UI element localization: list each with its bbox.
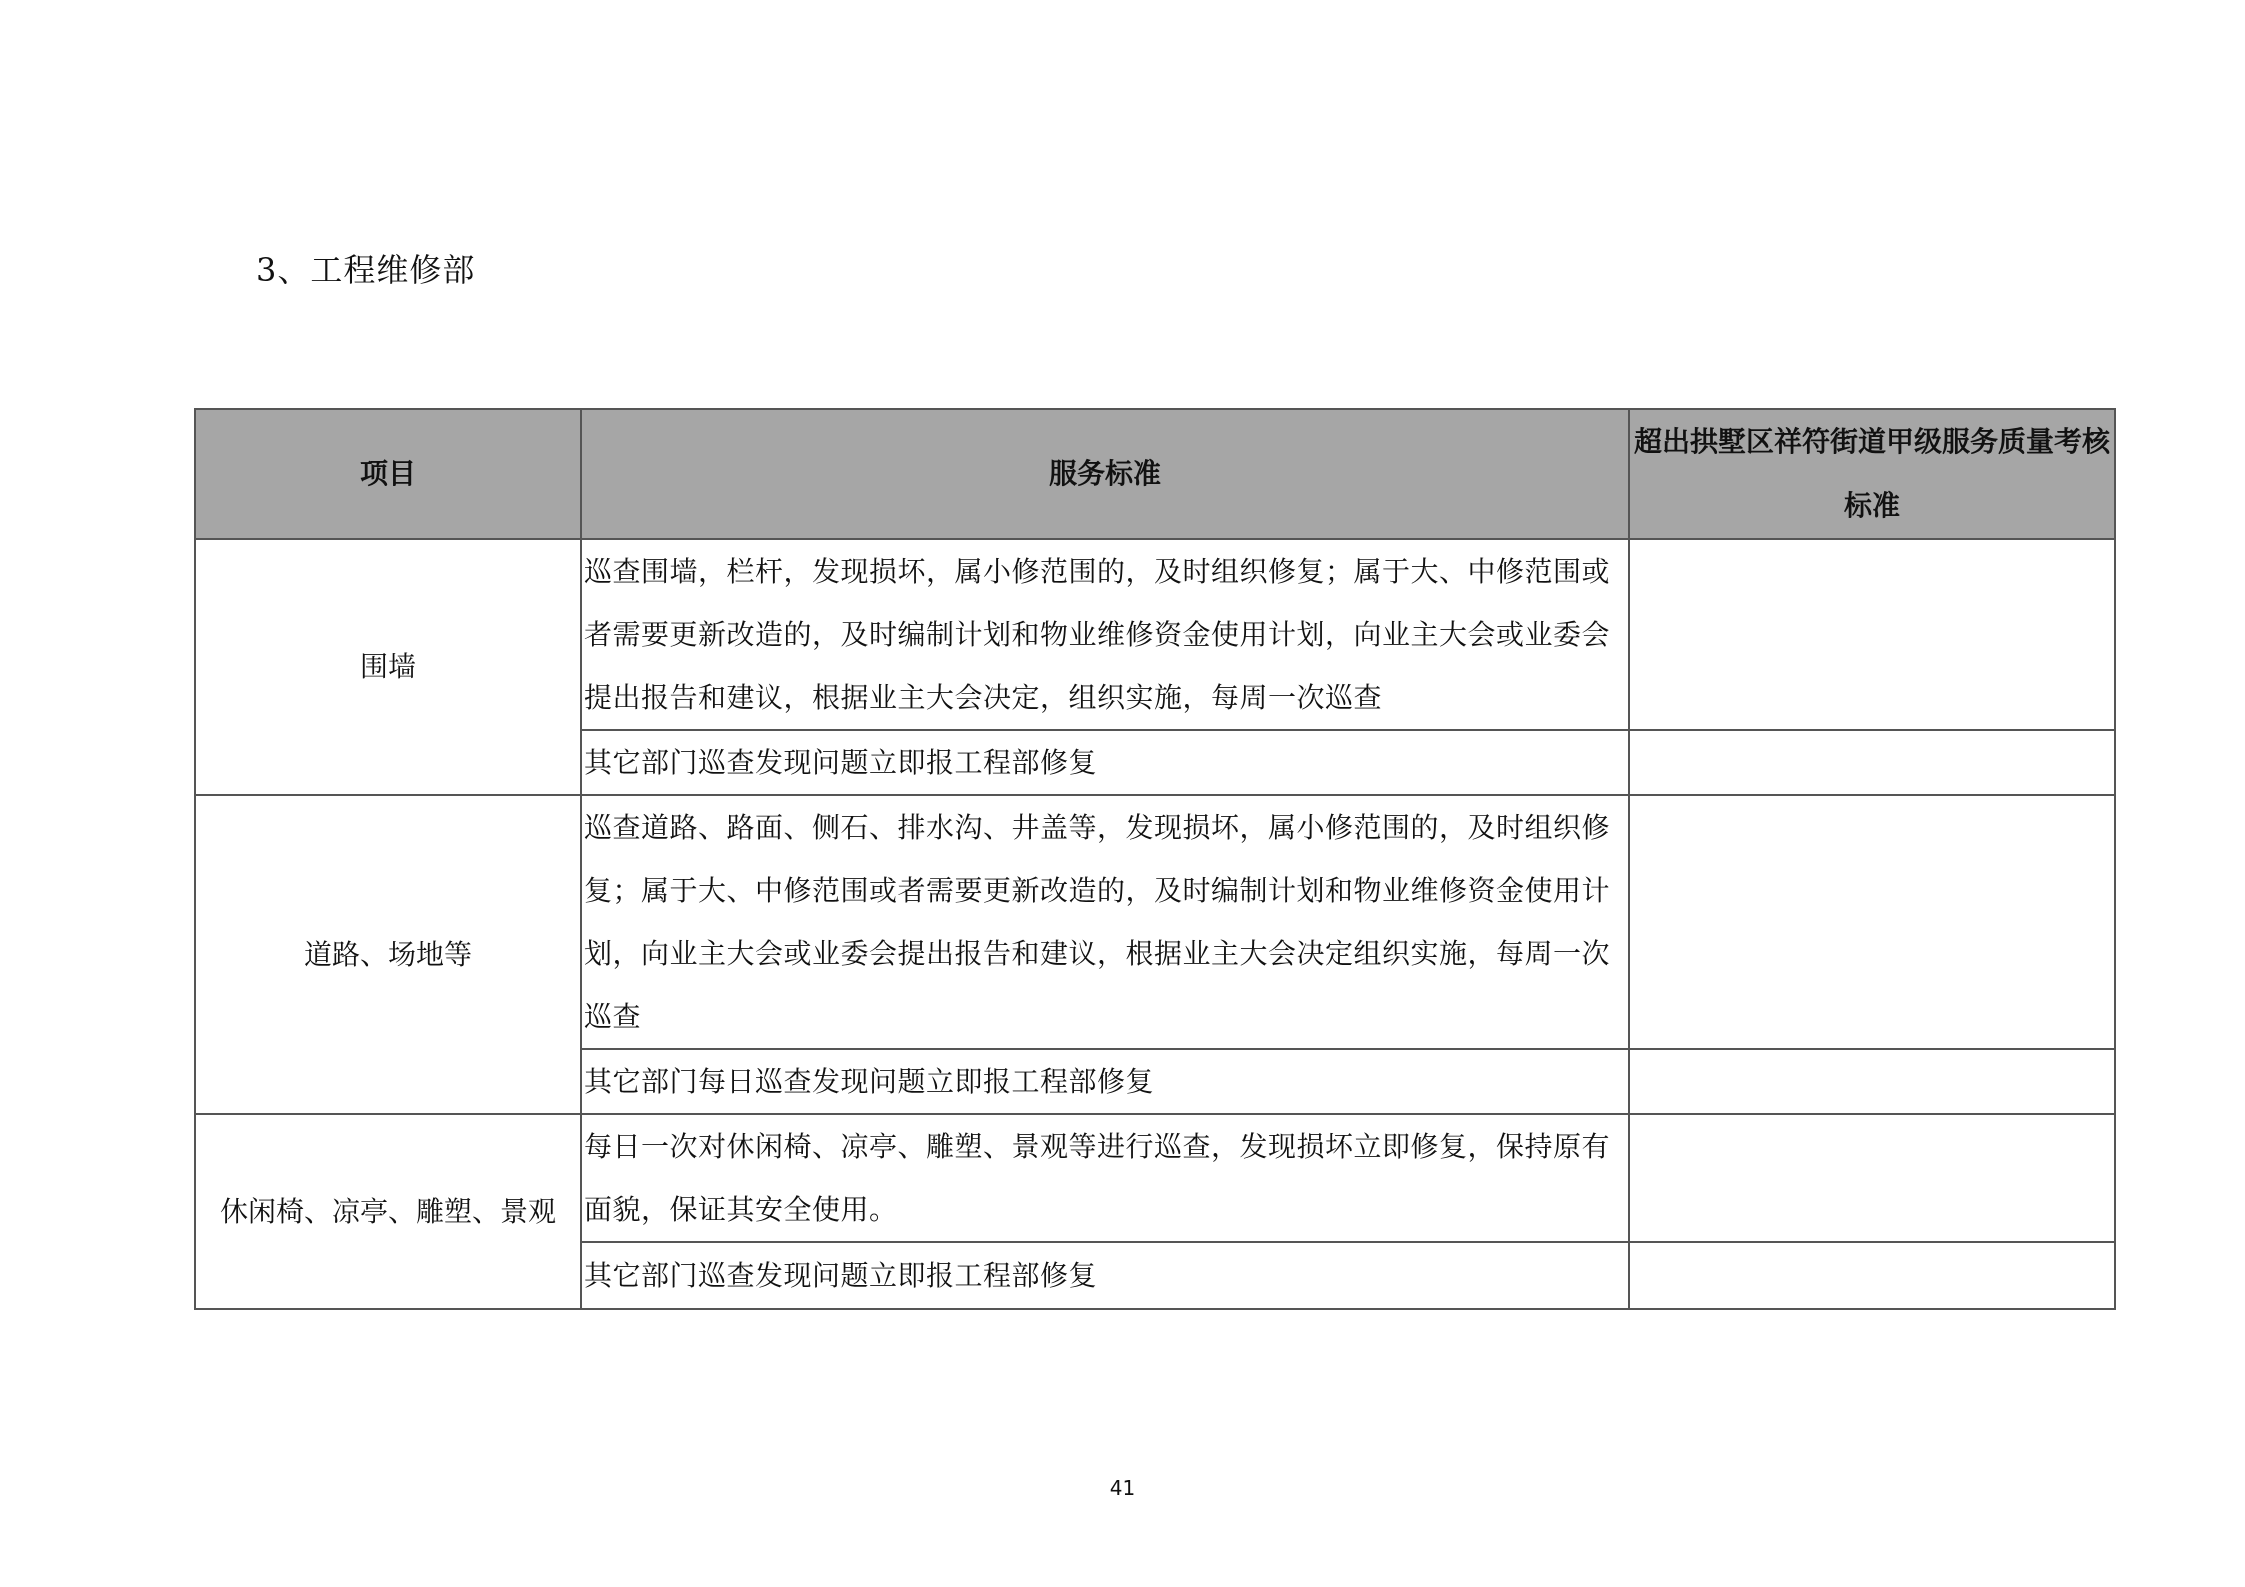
page-number: 41: [1109, 1476, 1136, 1500]
standard-cell: 其它部门巡查发现问题立即报工程部修复: [581, 1242, 1629, 1309]
standard-cell: 巡查围墙，栏杆，发现损坏，属小修范围的，及时组织修复；属于大、中修范围或者需要更新改造的，及时编制计划和物业维修资金使用计划，向业主大会或业委会提出报告和建议，根据业主大会决定，组织实施，每周一次巡查: [581, 539, 1629, 730]
table-header-row: [195, 409, 2115, 539]
standard-cell: 其它部门巡查发现问题立即报工程部修复: [581, 730, 1629, 795]
header-standard: 服务标准: [581, 409, 1629, 539]
extra-cell: [1629, 730, 2115, 795]
extra-cell: [1629, 1114, 2115, 1242]
service-standard-table: [194, 408, 2116, 1310]
table-row: [195, 1114, 2115, 1242]
extra-cell: [1629, 539, 2115, 730]
standard-cell: 巡查道路、路面、侧石、排水沟、井盖等，发现损坏，属小修范围的，及时组织修复；属于大、中修范围或者需要更新改造的，及时编制计划和物业维修资金使用计划，向业主大会或业委会提出报告和建议，根据业主大会决定组织实施，每周一次巡查: [581, 795, 1629, 1049]
extra-cell: [1629, 1242, 2115, 1309]
standard-cell: 每日一次对休闲椅、凉亭、雕塑、景观等进行巡查，发现损坏立即修复，保持原有面貌，保证其安全使用。: [581, 1114, 1629, 1242]
table-row: [195, 795, 2115, 1049]
item-cell-wall: 围墙: [195, 539, 581, 795]
table-row: [195, 539, 2115, 730]
section-title: 3、工程维修部: [256, 251, 476, 289]
item-cell-roads: 道路、场地等: [195, 795, 581, 1114]
extra-cell: [1629, 795, 2115, 1049]
header-item: 项目: [195, 409, 581, 539]
extra-cell: [1629, 1049, 2115, 1114]
item-cell-landscape: 休闲椅、凉亭、雕塑、景观: [195, 1114, 581, 1309]
header-extra: 超出拱墅区祥符街道甲级服务质量考核标准: [1629, 409, 2115, 539]
standard-cell: 其它部门每日巡查发现问题立即报工程部修复: [581, 1049, 1629, 1114]
